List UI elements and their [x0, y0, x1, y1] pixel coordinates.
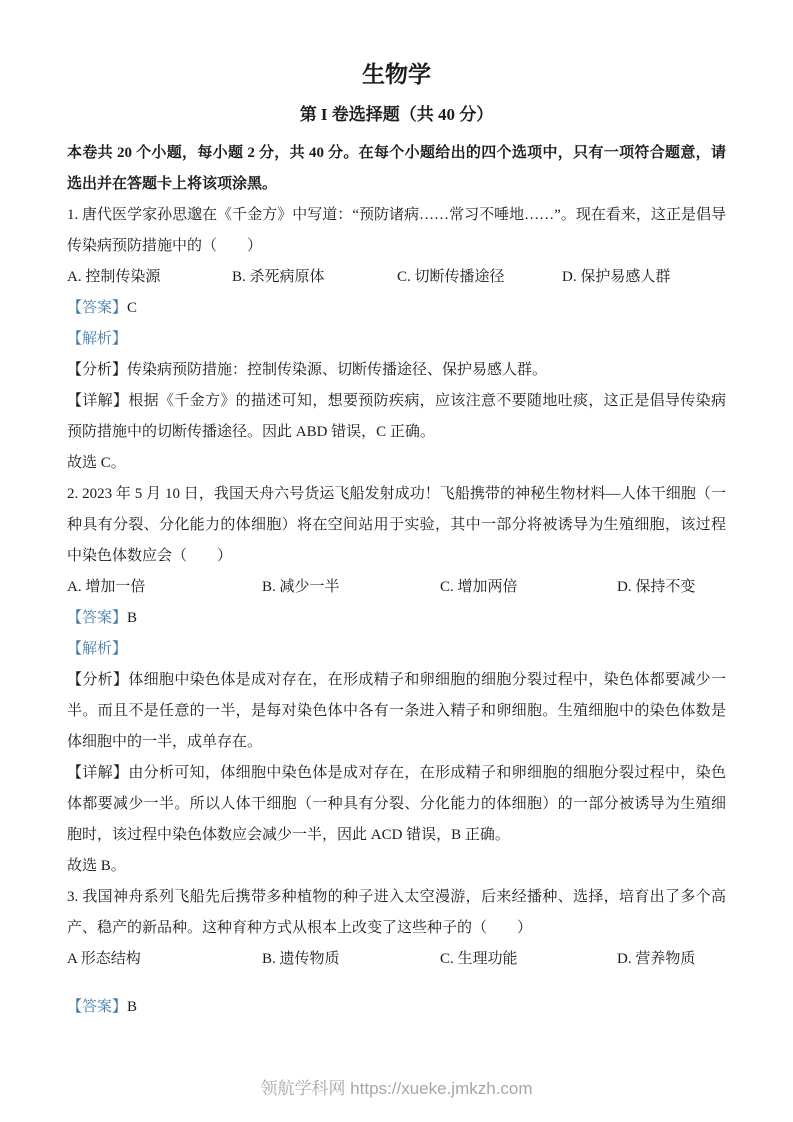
detail-paragraph: 【详解】根据《千金方》的描述可知，想要预防疾病，应该注意不要随地吐痰，这正是倡导传染病预防措施中的切断传播途径。因此 ABD 错误，C 正确。	[67, 393, 726, 440]
questions	[67, 200, 726, 1023]
option: D. 营养物质	[617, 951, 696, 967]
options-row	[67, 262, 726, 293]
option: A. 控制传染源	[67, 269, 161, 285]
option: B. 减少一半	[262, 579, 340, 595]
analysis-paragraph: 【分析】体细胞中染色体是成对存在，在形成精子和卵细胞的细胞分裂过程中，染色体都要减少一半。而且不是任意的一半，是每对染色体中各有一条进入精子和卵细胞。生殖细胞中的染色体数是体细胞中的一半，成单存在。	[67, 672, 726, 750]
analysis-paragraph: 【分析】传染病预防措施：控制传染源、切断传播途径、保护易感人群。	[67, 362, 548, 378]
option: D. 保持不变	[617, 579, 696, 595]
option: B. 遗传物质	[262, 951, 340, 967]
detail-tag: 【详解】	[67, 765, 129, 781]
answer-line	[67, 603, 726, 634]
answer-value: B	[127, 610, 138, 626]
analysis-header: 【解析】	[67, 331, 128, 347]
analysis-tag: 【分析】	[67, 672, 129, 688]
option: B. 杀死病原体	[232, 269, 325, 285]
conclusion-line: 故选 B。	[67, 858, 126, 874]
option: D. 保护易感人群	[562, 269, 671, 285]
question-block	[67, 200, 726, 479]
option: A 形态结构	[67, 951, 141, 967]
answer-label: 【答案】	[67, 300, 128, 316]
conclusion-line: 故选 C。	[67, 455, 126, 471]
detail-paragraph: 【详解】由分析可知，体细胞中染色体是成对存在，在形成精子和卵细胞的细胞分裂过程中，染色体都要减少一半。所以人体干细胞（一种具有分裂、分化能力的体细胞）的一部分被诱导为生殖细胞时，该过程中染色体数应会减少一半，因此 ACD 错误，B 正确。	[67, 765, 726, 843]
answer-line	[67, 293, 726, 324]
question-block	[67, 479, 726, 882]
answer-label: 【答案】	[67, 999, 128, 1015]
option: C. 生理功能	[440, 951, 518, 967]
option: C. 增加两倍	[440, 579, 518, 595]
option: C. 切断传播途径	[397, 269, 505, 285]
options-row	[67, 572, 726, 603]
page-title: 生物学	[362, 62, 431, 87]
answer-value: C	[127, 300, 138, 316]
option: A. 增加一倍	[67, 579, 146, 595]
question-block	[67, 882, 726, 1023]
section-heading: 第 I 卷选择题（共 40 分）	[299, 105, 494, 124]
analysis-header: 【解析】	[67, 641, 128, 657]
exam-instructions: 本卷共 20 个小题，每小题 2 分，共 40 分。在每个小题给出的四个选项中，只有一项符合题意，请选出并在答题卡上将该项涂黑。	[67, 145, 726, 192]
analysis-tag: 【分析】	[67, 362, 128, 378]
watermark: 领航学科网 https://xueke.jmkzh.com	[260, 1079, 533, 1098]
document-body	[0, 58, 793, 1023]
question-stem: 1. 唐代医学家孙思邈在《千金方》中写道：“预防诸病……常习不唾地……”。现在看来，这正是倡导传染病预防措施中的（ ）	[67, 207, 726, 254]
answer-value: B	[127, 999, 138, 1015]
answer-line	[67, 992, 726, 1023]
question-stem: 2. 2023 年 5 月 10 日，我国天舟六号货运飞船发射成功！飞船携带的神秘生物材料—人体干细胞（一种具有分裂、分化能力的体细胞）将在空间站用于实验，其中一部分将被诱导为生殖细胞，该过程中染色体数应会（ ）	[67, 486, 726, 564]
answer-label: 【答案】	[67, 610, 128, 626]
detail-tag: 【详解】	[67, 393, 129, 409]
options-row	[67, 944, 726, 975]
question-stem: 3. 我国神舟系列飞船先后携带多种植物的种子进入太空漫游，后来经播种、选择，培育出了多个高产、稳产的新品种。这种育种方式从根本上改变了这些种子的（ ）	[67, 889, 726, 936]
